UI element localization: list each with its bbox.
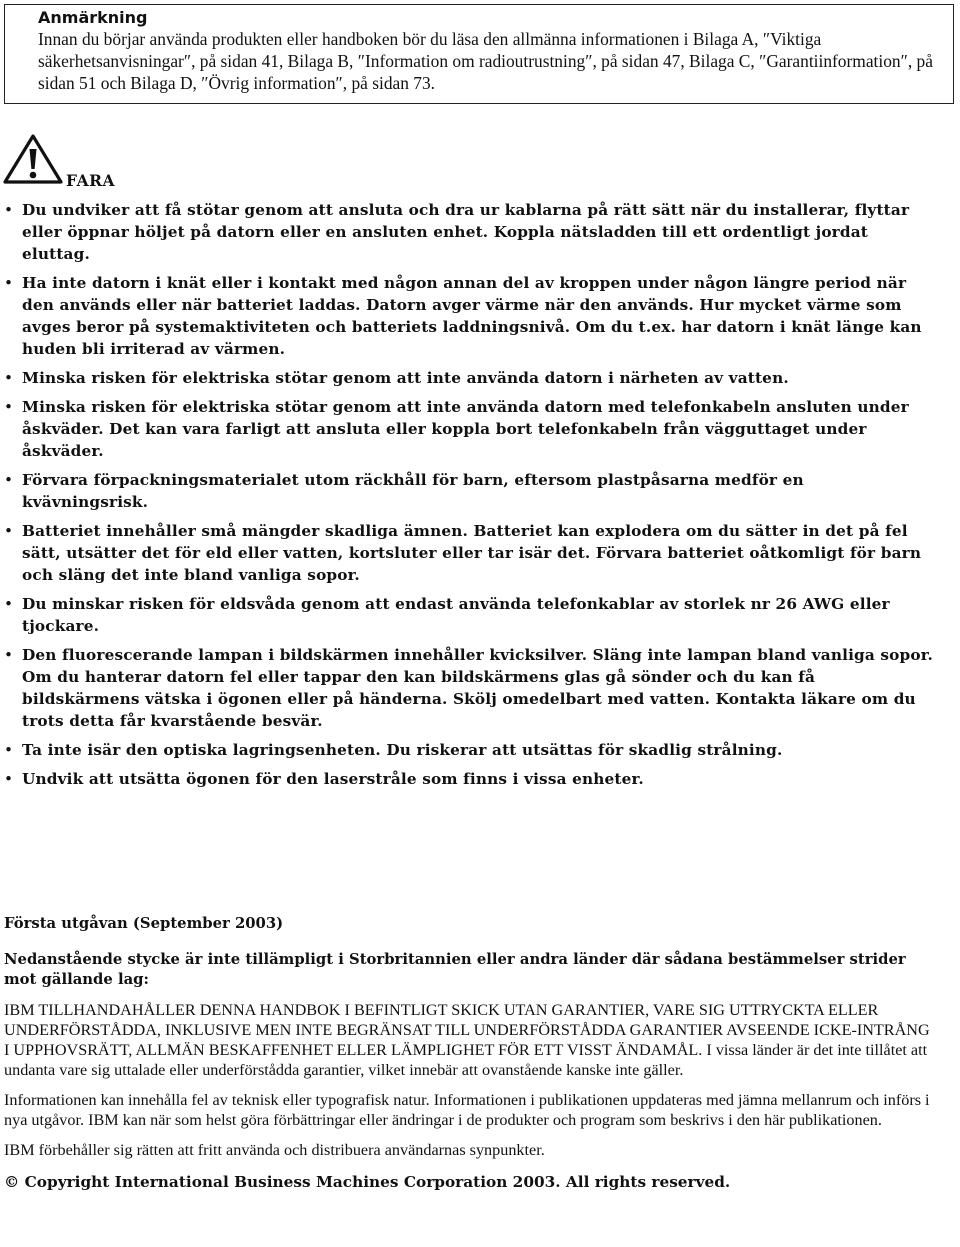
list-item: • Minska risken för elektriska stötar genom att inte använda datorn i närheten av vatten. (4, 369, 789, 387)
bullet: • (4, 274, 14, 292)
bullet: • (4, 522, 14, 540)
danger-label: FARA (66, 171, 116, 190)
warning-triangle-icon (2, 133, 64, 185)
rights-paragraph: IBM förbehåller sig rätten att fritt använda och distribuera användarnas synpunkter. (4, 1141, 545, 1159)
info-paragraph: Informationen kan innehålla fel av teknisk eller typografisk natur. Informationen i publikationen uppdateras med jämna mellanrum och införs i nya utgåvor. IBM kan när som helst göra förbättringar eller ändringar i de produkter och program som beskrivs i den här publikationen. (4, 1091, 930, 1129)
disclaimer-caps: IBM TILLHANDAHÅLLER DENNA HANDBOK I BEFINTLIGT SKICK UTAN GARANTIER, VARE SIG UTTRYCKTA ELLER UNDERFÖRSTÅDDA, INKLUSIVE MEN INTE BEGRÄNSAT TILL UNDERFÖRSTÅDDA GARANTIER AVSEENDE ICKE-INTRÅNG I UPPHOVSRÄTT, ALLMÄN BESKAFFENHET ELLER LÄMPLIGHET FÖR ETT VISST ÄNDAMÅL. (4, 1001, 930, 1059)
uk-notice: Nedanstående stycke är inte tillämpligt i Storbritannien eller andra länder där sådana bestämmelser strider mot gällande lag: (4, 951, 906, 988)
edition-title: Första utgåvan (September 2003) (4, 915, 284, 932)
bullet: • (4, 770, 14, 788)
list-item: • Den fluorescerande lampan i bildskärmen innehåller kvicksilver. Släng inte lampan bland vanliga sopor. Om du hanterar datorn fel eller tappar den kan bildskärmens glas gå sönder och du kan få bildskärmens vätska i ögonen eller på händerna. Skölj omedelbart med vatten. Kontakta läkare om du trots detta får kvarstående besvär. (4, 646, 934, 730)
bullet: • (4, 398, 14, 416)
note-title: Anmärkning (38, 8, 148, 27)
list-item: • Ha inte datorn i knät eller i kontakt med någon annan del av kroppen under någon längre period när den används eller när batteriet laddas. Datorn avger värme när den används. Hur mycket värme som avges beror på systemaktiviteten och batteriets laddningsnivå. Om du t.ex. har datorn i knät länge kan huden bli irriterad av värmen. (4, 274, 922, 358)
bullet: • (4, 741, 14, 759)
note-text: Innan du börjar använda produkten eller handboken bör du läsa den allmänna informationen i Bilaga A, ″Viktiga säkerhetsanvisningar″, på sidan 41, Bilaga B, ″Information om radioutrustning″, på sidan 47, Bilaga C, ″Garantiinformation″, på sidan 51 och Bilaga D, ″Övrig information″, på sidan 73. (38, 29, 933, 93)
bullet: • (4, 646, 14, 664)
list-item: • Du undviker att få stötar genom att ansluta och dra ur kablarna på rätt sätt när du installerar, flyttar eller öppnar höljet på datorn eller en ansluten enhet. Koppla nätsladden till ett ordentligt jordat eluttag. (4, 201, 910, 263)
danger-list (0, 199, 935, 797)
list-item: • Minska risken för elektriska stötar genom att inte använda datorn med telefonkabeln ansluten under åskväder. Det kan vara farligt att ansluta eller koppla bort telefonkabeln från vägguttaget under åskväder. (4, 398, 909, 460)
list-item: • Ta inte isär den optiska lagringsenheten. Du riskerar att utsättas för skadlig strålning. (4, 741, 783, 759)
list-item: • Förvara förpackningsmaterialet utom räckhåll för barn, eftersom plastpåsarna medför en kvävningsrisk. (4, 471, 804, 511)
bullet: • (4, 595, 14, 613)
list-item: • Du minskar risken för eldsvåda genom att endast använda telefonkablar av storlek nr 26 AWG eller tjockare. (4, 595, 890, 635)
list-item: • Batteriet innehåller små mängder skadliga ämnen. Batteriet kan explodera om du sätter in det på fel sätt, utsätter det för eld eller vatten, kortsluter eller tar isär det. Förvara batteriet oåtkomligt för barn och släng det inte bland vanliga sopor. (4, 522, 922, 584)
disclaimer (4, 1000, 934, 1080)
bullet: • (4, 369, 14, 387)
bullet: • (4, 471, 14, 489)
disclaimer-rest: I vissa länder är det inte tillåtet att undanta vare sig uttalade eller underförstådda garantier, vilket innebär att ovanstående kanske inte gäller. (4, 1041, 928, 1079)
note-box (4, 4, 954, 104)
bullet: • (4, 201, 14, 219)
edition-section (4, 914, 934, 1202)
copyright: © Copyright International Business Machines Corporation 2003. All rights reserved. (4, 1173, 731, 1191)
list-item: • Undvik att utsätta ögonen för den laserstråle som finns i vissa enheter. (4, 770, 644, 788)
